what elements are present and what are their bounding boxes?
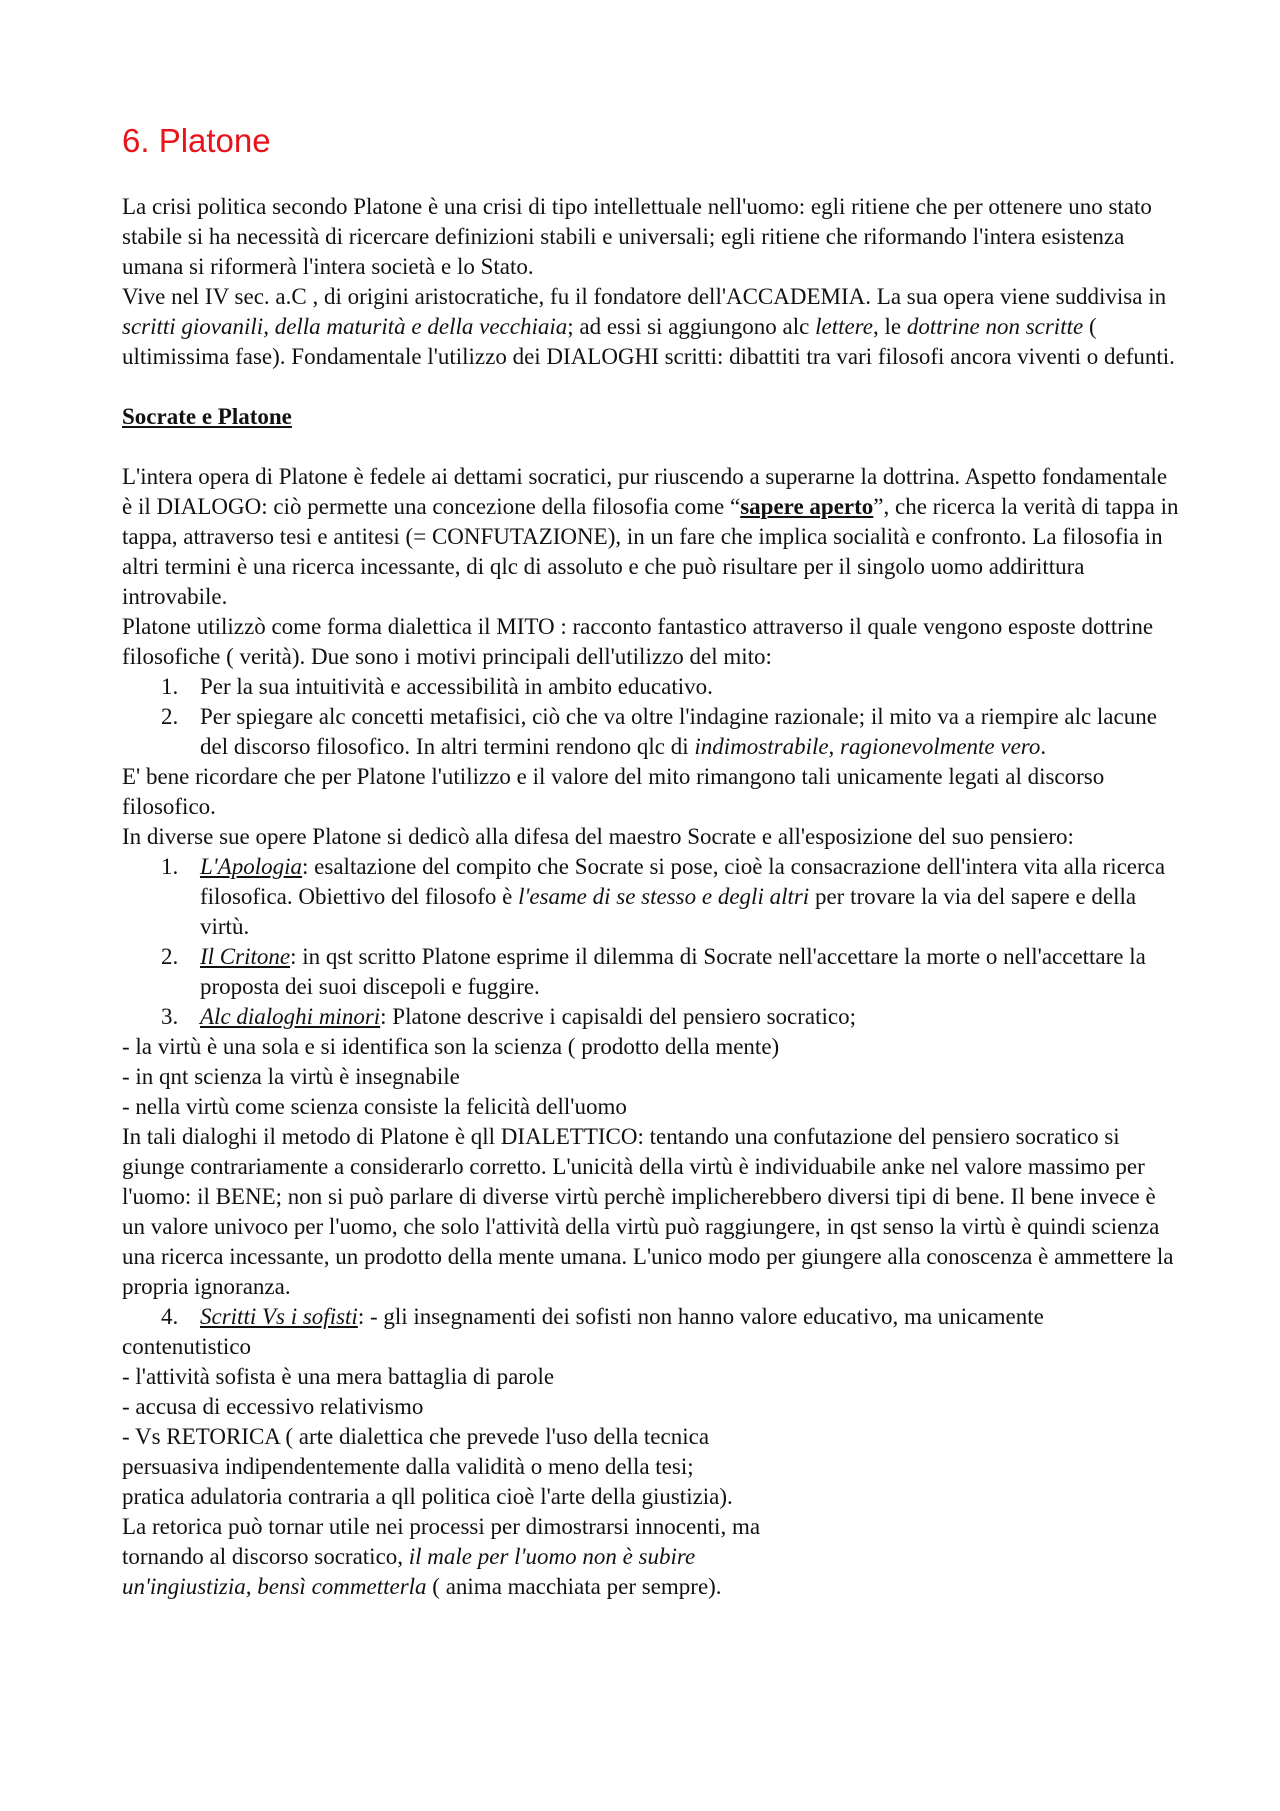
italic-text: lettere xyxy=(815,314,873,339)
list-item xyxy=(122,702,1182,762)
paragraph: Platone utilizzò come forma dialettica il MITO : racconto fantastico attraverso il quale vengono esposte dottrine filosofiche ( verità). Due sono i motivi principali dell'utilizzo del mito: xyxy=(122,614,1154,669)
paragraph: E' bene ricordare che per Platone l'utilizzo e il valore del mito rimangono tali unicamente legati al discorso filosofico. xyxy=(122,764,1105,819)
work-title: L'Apologia xyxy=(200,854,303,879)
text-run: Vive nel IV sec. a.C , di origini aristocratiche, fu il fondatore dell'ACCADEMIA. La sua opera viene suddivisa in xyxy=(122,284,1167,309)
list-text: Per spiegare alc concetti metafisici, ciò che va oltre l'indagine razionale; il mito va a riempire alc lacune del discorso filosofico. In altri termini rendono qlc di xyxy=(200,704,1157,759)
italic-text: indimostrabile, ragionevolmente vero xyxy=(694,734,1041,759)
works-list xyxy=(122,852,1182,1032)
paragraph xyxy=(122,192,1182,282)
list-number: 2. xyxy=(161,944,179,969)
italic-text: il male per l'uomo non è subire xyxy=(408,1544,696,1569)
list-item xyxy=(122,852,1182,942)
text-run: La crisi politica secondo Platone è una crisi di tipo intellettuale nell'uomo: egli ritiene che per ottenere uno stato stabile si ha necessità di ricercare definizioni stabili e universali; egli ritiene che riformando l'intera esistenza umana si riformerà l'intera società e lo Stato. xyxy=(122,194,1152,279)
text-run: , le xyxy=(873,314,907,339)
list-item xyxy=(122,1002,1182,1032)
list-item xyxy=(122,672,1182,702)
list-number: 4. xyxy=(161,1304,179,1329)
text-run: tornando al discorso socratico, xyxy=(122,1544,409,1569)
section-heading: Socrate e Platone xyxy=(122,404,292,429)
emphasis-text: sapere aperto xyxy=(740,494,874,519)
list-text: : - gli insegnamenti dei sofisti non hanno valore educativo, ma unicamente xyxy=(357,1304,1044,1329)
sub-point-continuation: persuasiva indipendentemente dalla validità o meno della tesi; xyxy=(122,1454,694,1479)
list-text: Per la sua intuitività e accessibilità in ambito educativo. xyxy=(200,674,713,699)
list-continuation: contenutistico xyxy=(122,1334,252,1359)
work-title: Scritti Vs i sofisti xyxy=(200,1304,358,1329)
page-title: 6. Platone xyxy=(122,122,271,159)
list-text: : in qst scritto Platone esprime il dilemma di Socrate nell'accettare la morte o nell'accettare la proposta dei suoi discepoli e fuggire. xyxy=(200,944,1146,999)
text-run: ”, che ricerca la verità di tappa in tappa, attraverso tesi e antitesi (= CONFUTAZIONE), in un fare che implica socialità e confronto. La filosofia in altri termini è una ricerca incessante, di qlc di assoluto e che può risultare per il singolo uomo addirittura introvabile. xyxy=(122,494,1179,609)
text-run: ; ad essi si aggiungono alc xyxy=(567,314,816,339)
sub-point: - l'attività sofista è una mera battaglia di parole xyxy=(122,1364,555,1389)
italic-text: scritti giovanili, della maturità e della vecchiaia xyxy=(122,314,568,339)
list-text: : esaltazione del compito che Socrate si pose, cioè la consacrazione dell'intera vita alla ricerca filosofica. Obiettivo del filosofo è xyxy=(200,854,1166,909)
text-run: L'intera opera di Platone è fedele ai dettami socratici, pur riuscendo a superarne la dottrina. Aspetto fondamentale è il DIALOGO: ciò permette una concezione della filosofia come “ xyxy=(122,464,1168,519)
closing-line xyxy=(122,1572,1182,1602)
work-title: Il Critone xyxy=(200,944,291,969)
list-number: 2. xyxy=(161,704,179,729)
list-number: 1. xyxy=(161,854,179,879)
sub-point: - nella virtù come scienza consiste la felicità dell'uomo xyxy=(122,1094,627,1119)
list-item xyxy=(122,942,1182,1002)
list-text: per trovare la via del sapere e della virtù. xyxy=(200,884,1137,939)
paragraph: In diverse sue opere Platone si dedicò alla difesa del maestro Socrate e all'esposizione del suo pensiero: xyxy=(122,824,1074,849)
list-number: 3. xyxy=(161,1004,179,1029)
document-body xyxy=(122,192,1182,1602)
sub-point: - accusa di eccessivo relativismo xyxy=(122,1394,424,1419)
text-run: ( ultimissima fase). Fondamentale l'utilizzo dei DIALOGHI scritti: dibattiti tra vari filosofi ancora viventi o defunti. xyxy=(122,314,1175,369)
italic-text: un'ingiustizia, bensì commetterla xyxy=(122,1574,427,1599)
sub-point: - in qnt scienza la virtù è insegnabile xyxy=(122,1064,460,1089)
works-list-continued xyxy=(122,1302,1182,1332)
closing-line: La retorica può tornar utile nei processi per dimostrarsi innocenti, ma xyxy=(122,1514,761,1539)
italic-text: dottrine non scritte xyxy=(906,314,1084,339)
closing-line xyxy=(122,1542,1182,1572)
list-text: : Platone descrive i capisaldi del pensiero socratico; xyxy=(380,1004,856,1029)
work-title: Alc dialoghi minori xyxy=(200,1004,381,1029)
paragraph xyxy=(122,462,1182,612)
text-run: ( anima macchiata per sempre). xyxy=(426,1574,722,1599)
mito-list xyxy=(122,672,1182,762)
sub-point: - Vs RETORICA ( arte dialettica che prevede l'uso della tecnica xyxy=(122,1424,710,1449)
paragraph xyxy=(122,282,1182,372)
list-number: 1. xyxy=(161,674,179,699)
sub-point: - la virtù è una sola e si identifica son la scienza ( prodotto della mente) xyxy=(122,1034,780,1059)
paragraph: In tali dialoghi il metodo di Platone è qll DIALETTICO: tentando una confutazione del pensiero socratico si giunge contrariamente a considerarlo corretto. L'unicità della virtù è individuabile anke nel valore massimo per l'uomo: il BENE; non si può parlare di diverse virtù perchè implicherebbero diversi tipi di bene. Il bene invece è un valore univoco per l'uomo, che solo l'attività della virtù può raggiungere, in qst senso la virtù è quindi scienza una ricerca incessante, un prodotto della mente umana. L'unico modo per giungere alla conoscenza è ammettere la propria ignoranza. xyxy=(122,1124,1174,1299)
sub-point-continuation: pratica adulatoria contraria a qll politica cioè l'arte della giustizia). xyxy=(122,1484,733,1509)
list-item xyxy=(122,1302,1182,1332)
italic-text: l'esame di se stesso e degli altri xyxy=(518,884,810,909)
list-text: . xyxy=(1040,734,1047,759)
